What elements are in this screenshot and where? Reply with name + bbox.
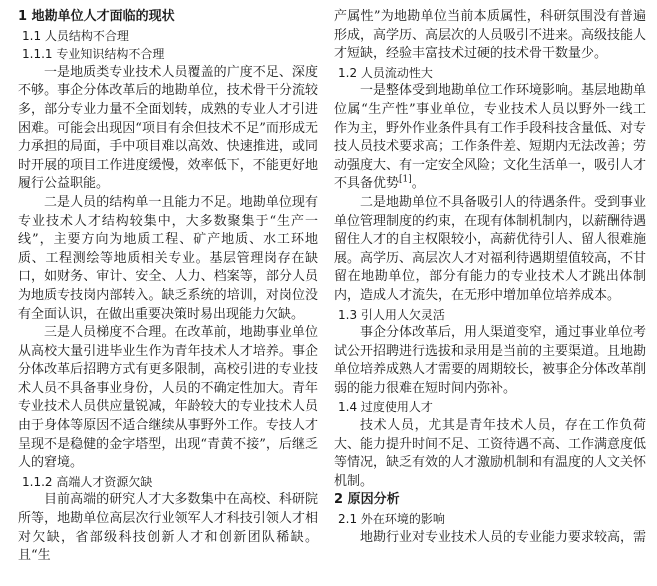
paragraph: 二是人员的结构单一且能力不足。地勘单位现有专业技术人才结构较集中，大多数聚集于“生产一线”，主要方向为地质工程、矿产地质、水工环地质、工程测绘等地质相关专业。基层管理岗存在缺口，如财务、审计、安全、人力、档案等，部分人员为地质专技岗内部转入。缺乏系统的培训，对岗位没有全面认识，在做出重要决策时易出现能力欠缺。 — [18, 194, 318, 322]
paragraph-text: 一是整体受到地勘单位工作环境影响。基层地勘单位属“生产性”事业单位，专业技术人员以野外一线工作为主，野外作业条件具有工作手段科技含量低、对专技人员技术要求高；工作条件差、短期内无法改善；劳动强度大、有一定安全风险；文化生活单一，吸引人才不具备优势 — [334, 83, 647, 192]
section-heading-1: 1 地勘单位人才面临的现状 — [18, 9, 175, 24]
paragraph: 二是地勘单位不具备吸引人的待遇条件。受到事业单位管理制度的约束，在现有体制机制内，以薪酬待遇留住人才的自主权限较小，高薪优待引人、留人很难施展。高学历、高层次人才对福利待遇期望值较高，不甘留在地勘单位，部分有能力的专业技术人才跳出体制内，造成人才流失，在无形中增加单位培养成本。 — [334, 194, 647, 303]
paragraph: 三是人员梯度不合理。在改革前，地勘事业单位从高校大量引进毕业生作为青年技术人才培养。事企分体改革后招聘方式有更多限制，高校引进的专业技术人员不具备事业身份，人员的不确定性加大。青年专业技术人员供应量锐减，年龄较大的专业技术人员由于身体等原因不适合继续从事野外工作。专技人才呈现不是稳健的金字塔型，出现“青黄不接”，后继乏人的窘境。 — [18, 325, 318, 471]
subsection-heading-1-2: 1.2 人员流动性大 — [338, 65, 433, 80]
subsection-heading-1-3: 1.3 引人用人欠灵活 — [338, 307, 445, 322]
paragraph-end: 。 — [411, 176, 425, 192]
right-column — [334, 8, 646, 547]
paragraph: 地勘行业对专业技术人员的专业能力要求较高，需 — [360, 529, 647, 545]
subsection-heading-1-1: 1.1 人员结构不合理 — [22, 28, 129, 43]
paragraph: 事企分体改革后，用人渠道变窄，通过事业单位考试公开招聘进行选拔和录用是当前的主要渠道。且地勘单位培养成熟人才需要的周期较长，被事企分体改革削弱的能力很难在短时间内弥补。 — [334, 325, 647, 396]
subsubsection-heading-1-1-2: 1.1.2 高端人才资源欠缺 — [22, 474, 153, 489]
subsection-heading-1-4: 1.4 过度使用人才 — [338, 400, 433, 415]
paragraph — [334, 82, 646, 194]
paragraph: 目前高端的研究人才大多数集中在高校、科研院所等，地勘单位高层次行业领军人才科技引领人才相对欠缺，省部级科技创新人才和创新团队稀缺。且“生 — [18, 492, 318, 564]
subsection-heading-2-1: 2.1 外在环境的影响 — [338, 512, 445, 527]
paragraph: 一是地质类专业技术人员覆盖的广度不足、深度不够。事企分体改革后的地勘单位，技术骨干分流较多，部分专业力量不全面划转，成熟的专业人才引进困难。可能会出现因“项目有余但技术不足”而形成无力承担的局面，手中项目难以高效、快速推进，或同时开展的项目工作进度缓慢，效率低下，不能更好地履行公益职能。 — [18, 64, 318, 192]
section-heading-2: 2 原因分析 — [334, 492, 400, 508]
subsubsection-heading-1-1-1: 1.1.1 专业知识结构不合理 — [22, 47, 165, 62]
paragraph: 技术人员，尤其是青年技术人员，存在工作负荷大、能力提升时间不足、工资待遇不高、工作满意度低等情况，缺乏有效的人才激励机制和有温度的人文关怀机制。 — [334, 418, 647, 489]
left-column — [18, 8, 318, 566]
citation-ref: [1] — [399, 175, 412, 186]
paragraph-continued: 产属性”为地勘单位当前本质属性，科研氛围没有普遍形成，高学历、高层次的人员吸引不进来。高级技能人才短缺，经验丰富技术过硬的技术骨干数量少。 — [334, 9, 647, 62]
